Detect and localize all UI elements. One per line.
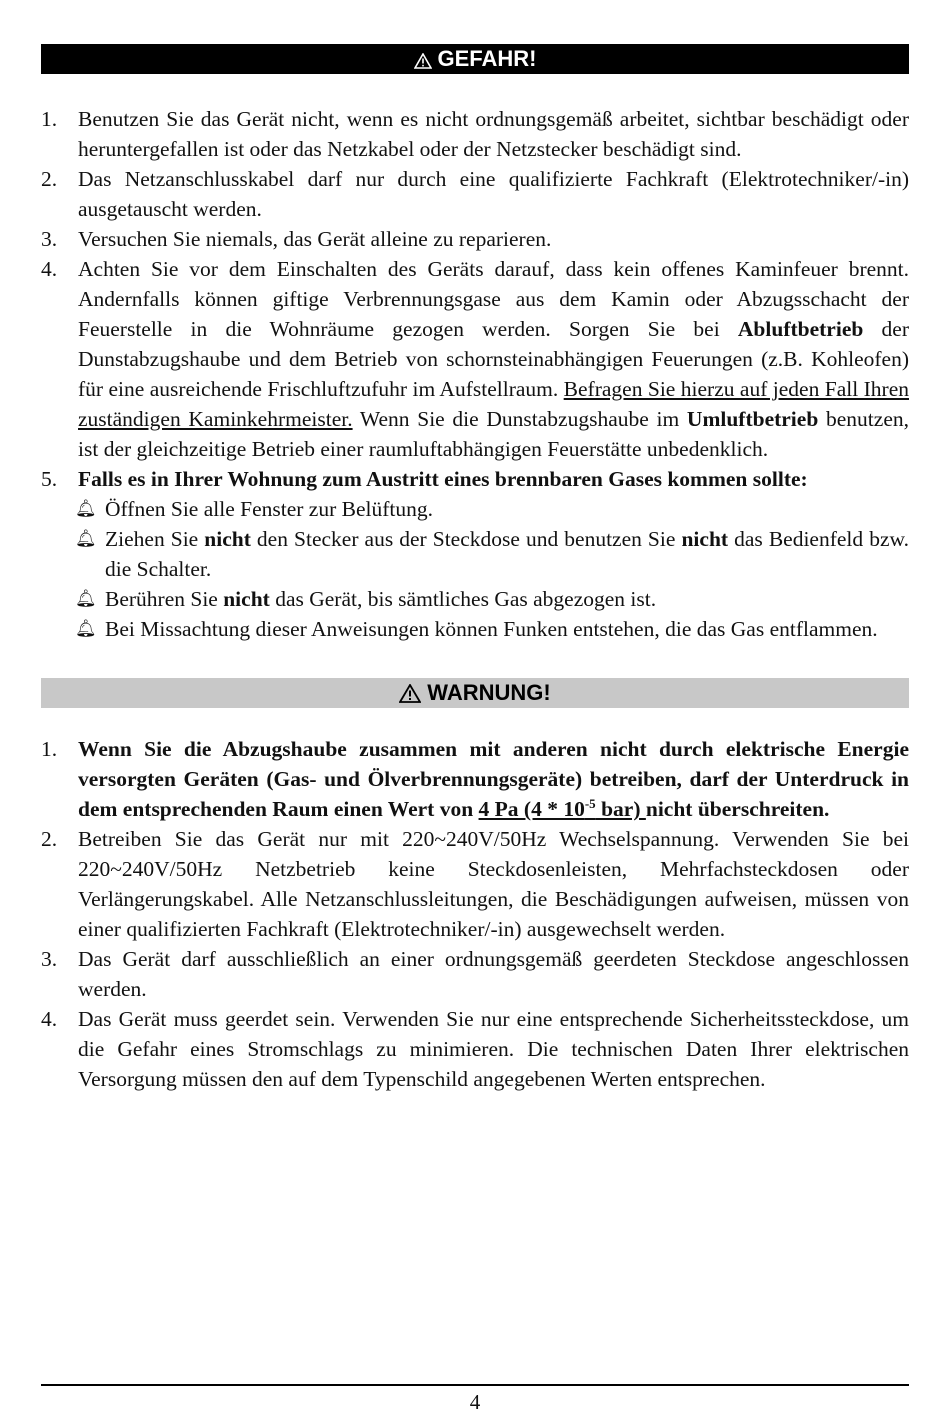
item-text: Benutzen Sie das Gerät nicht, wenn es nicht ordnungsgemäß arbeitet, sichtbar beschädigt oder heruntergefallen ist oder das Netzkabel oder der Netzstecker beschädigt sind.	[78, 107, 909, 161]
item-number: 2.	[41, 167, 58, 191]
underlined-value	[479, 797, 646, 821]
text-run: nicht überschreiten.	[645, 797, 830, 821]
text-run: den Stecker aus der Steckdose und benutzen Sie	[250, 527, 682, 551]
warning-triangle-icon	[399, 681, 421, 711]
bold-term: nicht	[223, 587, 270, 611]
underlined-note: Befragen Sie hierzu auf jeden Fall Ihren zuständigen Kaminkehrmeister.	[78, 377, 909, 431]
bullet-item	[41, 584, 909, 614]
list-item	[41, 164, 909, 224]
bold-term: nicht	[204, 527, 251, 551]
exponent: -5	[584, 795, 596, 811]
list-item	[41, 824, 909, 944]
list-item	[41, 734, 909, 824]
item-text: Versuchen Sie niemals, das Gerät alleine zu reparieren.	[78, 227, 552, 251]
bullet-text: Bei Missachtung dieser Anweisungen können Funken entstehen, die das Gas entflammen.	[105, 617, 878, 641]
warning-title: WARNUNG!	[427, 680, 551, 705]
text-run: Wenn Sie die Abzugshaube zusammen mit anderen nicht durch elektrische Energie versorgten Geräten (Gas- und Ölverbrennungsgeräte) betreiben, darf der Unterdruck in dem entsprechenden Raum einen Wert von	[78, 737, 909, 821]
list-item	[41, 1004, 909, 1094]
item-number: 1.	[41, 737, 58, 761]
bell-icon: 🔔︎	[75, 619, 97, 638]
bullet-item	[41, 494, 909, 524]
text-run: 4 Pa (4 * 10	[478, 797, 585, 821]
warning-list	[41, 734, 909, 1094]
text-run: bar)	[595, 797, 646, 821]
bold-term: Abluftbetrieb	[737, 317, 864, 341]
item-text: Das Netzanschlusskabel darf nur durch eine qualifizierte Fachkraft (Elektrotechniker/-in) ausgetauscht werden.	[78, 167, 909, 221]
item-number: 5.	[41, 467, 58, 491]
item-number: 1.	[41, 107, 58, 131]
item-number: 2.	[41, 827, 58, 851]
text-run: Berühren Sie	[105, 587, 224, 611]
item-number: 4.	[41, 257, 58, 281]
text-run: der Dunstabzugshaube und dem Betrieb von schornsteinabhängigen Feuerungen (z.B. Kohleofen) für eine ausreichende Frischluftzufuhr im Aufstellraum.	[78, 317, 909, 401]
bullet-text	[105, 524, 909, 584]
list-item	[41, 944, 909, 1004]
bullet-text: Öffnen Sie alle Fenster zur Belüftung.	[105, 497, 433, 521]
item-number: 3.	[41, 947, 58, 971]
item-text: Betreiben Sie das Gerät nur mit 220~240V/50Hz Wechselspannung. Verwenden Sie bei 220~240V/50Hz Netzbetrieb keine Steckdosenleisten, Mehrfachsteckdosen oder Verlängerungskabel. Alle Netzanschlussleitungen, die Beschädigungen aufweisen, müssen von einer qualifizierten Fachkraft (Elektrotechniker/-in) ausgewechselt werden.	[78, 827, 909, 941]
danger-title: GEFAHR!	[437, 46, 537, 71]
text-run: Achten Sie vor dem Einschalten des Geräts darauf, dass kein offenes Kaminfeuer brennt. Andernfalls können giftige Verbrennungsgase aus dem Kamin oder Abzugsschacht der Feuerstelle in die Wohnräume gezogen werden. Sorgen Sie bei	[78, 257, 909, 341]
danger-banner	[41, 44, 909, 74]
item-text	[78, 254, 909, 464]
text-run: benutzen, ist der gleichzeitige Betrieb einer raumluftabhängigen Feuerstätte unbedenklich.	[78, 407, 909, 461]
bullet-item	[41, 614, 909, 644]
bold-term: Umluftbetrieb	[686, 407, 819, 431]
warning-banner	[41, 678, 909, 708]
text-run: das Bedienfeld bzw. die Schalter.	[105, 527, 909, 581]
bullet-item	[41, 524, 909, 584]
bell-icon: 🔔︎	[75, 499, 97, 518]
bell-icon: 🔔︎	[75, 529, 97, 548]
manual-page	[41, 44, 909, 1094]
warning-triangle-icon	[414, 47, 432, 77]
text-run: das Gerät, bis sämtliches Gas abgezogen ist.	[269, 587, 657, 611]
bell-icon: 🔔︎	[75, 589, 97, 608]
text-run: Ziehen Sie	[105, 527, 205, 551]
bold-term: nicht	[681, 527, 729, 551]
item-number: 3.	[41, 227, 58, 251]
item-text: Das Gerät muss geerdet sein. Verwenden Sie nur eine entsprechende Sicherheitssteckdose, um die Gefahr eines Stromschlags zu minimieren. Die technischen Daten Ihrer elektrischen Versorgung müssen den auf dem Typenschild angegebenen Werten entsprechen.	[78, 1007, 909, 1091]
list-item	[41, 254, 909, 464]
item-text: Das Gerät darf ausschließlich an einer ordnungsgemäß geerdeten Steckdose angeschlossen werden.	[78, 947, 909, 1001]
list-item	[41, 224, 909, 254]
item-text	[78, 734, 909, 824]
text-run: Wenn Sie die Dunstabzugshaube im	[352, 407, 687, 431]
list-item	[41, 464, 909, 494]
page-number: 4	[469, 1390, 481, 1414]
list-item	[41, 104, 909, 164]
danger-list	[41, 104, 909, 494]
bullet-text	[105, 584, 909, 614]
footer-divider	[41, 1384, 909, 1386]
item-number: 4.	[41, 1007, 58, 1031]
item-text: Falls es in Ihrer Wohnung zum Austritt eines brennbaren Gases kommen sollte:	[78, 467, 808, 491]
